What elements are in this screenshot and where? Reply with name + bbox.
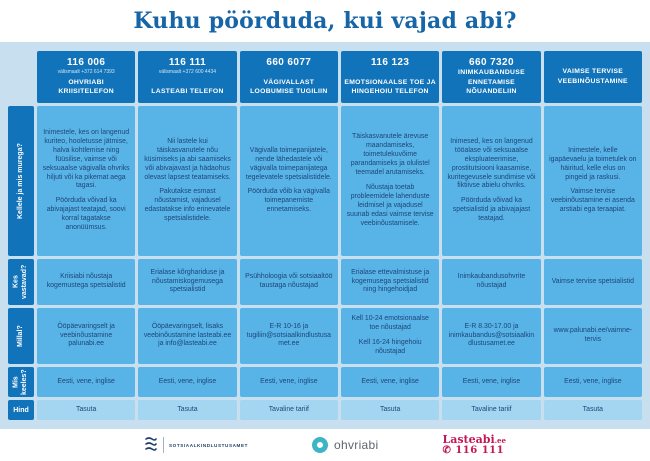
ohvriabi-wordmark: ohvriabi bbox=[334, 438, 379, 452]
helpline-table bbox=[0, 42, 650, 425]
page-title: Kuhu pöörduda, kui vajad abi? bbox=[133, 8, 517, 34]
responders-cell-ohvriabi: Kriisiabi nõustaja kogemustega spetsialistid bbox=[37, 259, 135, 305]
lasteabi-wordmark bbox=[442, 434, 506, 445]
logo-divider bbox=[163, 437, 164, 453]
ohvriabi-ring-icon bbox=[312, 437, 328, 453]
responders-cell-lasteabi: Erialase kõrghariduse ja nõustamiskogemusega spetsialistid bbox=[138, 259, 236, 305]
column-title: VAIMSE TERVISE VEEBINÕUSTAMINE bbox=[557, 68, 628, 85]
column-title: LASTEABI TELEFON bbox=[151, 87, 224, 95]
paragraph: Nõustaja toetab probleemidele lahenduste leidmisel ja vajadusel suunab edasi vaimse tervise veebinõustamisele. bbox=[346, 184, 434, 227]
phone-abroad: välismaalt +372 600 4434 bbox=[158, 69, 217, 75]
paragraph: Pöörduda võib ka vägivalla toimepanemiste ennetamiseks. bbox=[247, 188, 330, 214]
row-label-price: Hind bbox=[8, 400, 34, 420]
when-cell-emotsionaalne bbox=[341, 308, 439, 364]
column-title: INIMKAUBANDUSE ENNETAMISE NÕUANDELIIN bbox=[458, 69, 525, 95]
language-cell-lasteabi: Eesti, vene, inglise bbox=[138, 367, 236, 397]
paragraph: Inimestele, kes on langenud kuriteo, hooletusse jätmise, halva kohtlemise ning füüsilise, vaimse või seksuaalse vägivalla ohvriks hiljuti või ka pikemat aega tagasi. bbox=[42, 128, 130, 190]
when-cell-tugiliin: E-R 10-16 ja tugiliin@sotsiaalkindlustusamet.ee bbox=[240, 308, 338, 364]
phone-number: 116 123 bbox=[370, 57, 410, 68]
column-header-vaimse-tervise-veebinoustamine bbox=[544, 51, 642, 103]
lasteabi-logo bbox=[442, 434, 506, 456]
phone-number: 660 6077 bbox=[266, 57, 312, 68]
lasteabi-ee-suffix: .ee bbox=[494, 436, 506, 445]
paragraph: Kell 10-24 emotsionaalse toe nõustajad bbox=[351, 315, 429, 332]
when-cell-inimkaubandus: E-R 8.30-17.00 ja inimkaubandus@sotsiaalkindlustusamet.ee bbox=[442, 308, 540, 364]
column-title: OHVRIABI KRIISITELEFON bbox=[58, 78, 114, 95]
ska-wordmark: SOTSIAALKINDLUSTUSAMET bbox=[169, 442, 249, 448]
logo-footer bbox=[0, 429, 650, 461]
paragraph: Pöörduda võivad ka spetsialistid ja abivajajast teatajad. bbox=[452, 197, 531, 223]
helpline-grid bbox=[8, 51, 642, 420]
language-cell-tugiliin: Eesti, vene, inglise bbox=[240, 367, 338, 397]
paragraph: Täiskasvanutele ärevuse maandamiseks, toimetulekuvõime parandamiseks ja olulistel teemadel arutamiseks. bbox=[350, 133, 430, 177]
paragraph: Nii lastele kui täiskasvanutele nõu küsimiseks ja abi saamiseks või abivajavast ja hädaohus olevast lapsest teatamiseks. bbox=[144, 137, 231, 181]
audience-cell-lasteabi bbox=[138, 106, 236, 256]
row-label-responders: Kes vastavad? bbox=[8, 259, 34, 305]
language-cell-emotsionaalne: Eesti, vene, inglise bbox=[341, 367, 439, 397]
price-cell-lasteabi: Tasuta bbox=[138, 400, 236, 420]
audience-cell-tugiliin bbox=[240, 106, 338, 256]
column-title: VÄGIVALLAST LOOBUMISE TUGILIIN bbox=[250, 78, 328, 95]
responders-cell-tugiliin: Psühholoogia või sotsiaaltöö taustaga nõustajad bbox=[240, 259, 338, 305]
paragraph: Vaimse tervise veebinõustamine ei asenda arstiabi ega teraapiat. bbox=[550, 188, 635, 214]
responders-cell-emotsionaalne: Erialase ettevalmistuse ja kogemusega spetsialistid ning hingehoidjad bbox=[341, 259, 439, 305]
estonian-coat-of-arms-icon bbox=[144, 436, 158, 454]
language-cell-ohvriabi: Eesti, vene, inglise bbox=[37, 367, 135, 397]
sotsiaalkindlustusamet-logo bbox=[144, 436, 248, 454]
phone-abroad: välismaalt +372 614 7393 bbox=[57, 69, 115, 75]
column-header-emotsionaalse-toe-telefon bbox=[341, 51, 439, 103]
column-header-inimkaubanduse-nouandeliin bbox=[442, 51, 540, 103]
price-cell-tugiliin: Tavaline tariif bbox=[240, 400, 338, 420]
column-title: EMOTSIONAALSE TOE JA HINGEHOIU TELEFON bbox=[344, 78, 436, 95]
phone-number: 116 006 bbox=[66, 57, 106, 68]
audience-cell-inimkaubandus bbox=[442, 106, 540, 256]
column-header-ohvriabi-kriisitelefon bbox=[37, 51, 135, 103]
lasteabi-name: Lasteabi bbox=[442, 433, 495, 446]
row-label-when: Millal? bbox=[8, 308, 34, 364]
ohvriabi-logo bbox=[312, 437, 378, 453]
corner-spacer bbox=[8, 51, 34, 103]
paragraph: Inimestele, kelle igapäevaelu ja toimetulek on häiritud, kelle elus on pingeid ja raskusi. bbox=[549, 146, 637, 181]
audience-cell-emotsionaalne bbox=[341, 106, 439, 256]
when-cell-lasteabi: Ööpäevaringselt, lisaks veebinõustamine lasteabi.ee ja info@lasteabi.ee bbox=[138, 308, 236, 364]
row-label-language: Mis keeles? bbox=[8, 367, 34, 397]
when-cell-veebinoustamine: www.palunabi.ee/vaimne-tervis bbox=[544, 308, 642, 364]
price-cell-emotsionaalne: Tasuta bbox=[341, 400, 439, 420]
price-cell-veebinoustamine: Tasuta bbox=[544, 400, 642, 420]
when-cell-ohvriabi: Ööpäevaringselt ja veebinõustamine palunabi.ee bbox=[37, 308, 135, 364]
responders-cell-inimkaubandus: Inimkaubandusohvrite nõustajad bbox=[442, 259, 540, 305]
phone-number: 116 111 bbox=[168, 57, 207, 68]
audience-cell-veebinoustamine bbox=[544, 106, 642, 256]
price-cell-ohvriabi: Tasuta bbox=[37, 400, 135, 420]
phone-number: 660 7320 bbox=[469, 57, 514, 68]
row-label-audience: Kellele ja mis murega? bbox=[8, 106, 34, 256]
paragraph: Inimesed, kes on langenud tööalase või seksuaalse ekspluateerimise, prostitutsiooni kaasamise, kuritegevusele sundimise või fiktiivse abielu ohvriks. bbox=[447, 137, 536, 190]
language-cell-inimkaubandus: Eesti, vene, inglise bbox=[442, 367, 540, 397]
paragraph: Pakutakse esmast nõustamist, vajadusel edastatakse info erinevatele spetsialistidele. bbox=[144, 188, 231, 223]
title-bar bbox=[0, 0, 650, 42]
price-cell-inimkaubandus: Tavaline tariif bbox=[442, 400, 540, 420]
column-header-lasteabi-telefon bbox=[138, 51, 236, 103]
responders-cell-veebinoustamine: Vaimse tervise spetsialistid bbox=[544, 259, 642, 305]
audience-cell-ohvriabi bbox=[37, 106, 135, 256]
lasteabi-phone-number: ✆ 116 111 bbox=[442, 445, 505, 456]
language-cell-veebinoustamine: Eesti, vene, inglise bbox=[544, 367, 642, 397]
column-header-vagivallast-loobumise-tugiliin bbox=[240, 51, 338, 103]
paragraph: Kell 16-24 hingehoiu nõustajad bbox=[358, 339, 422, 355]
paragraph: Pöörduda võivad ka abivajajast teatajad, soovi korral tagatakse anonüümsus. bbox=[46, 197, 126, 232]
paragraph: Vägivalla toimepanijatele, nende lähedastele või vägivalla toimepanijatega tegelevatele spetsialistidele. bbox=[245, 146, 332, 181]
